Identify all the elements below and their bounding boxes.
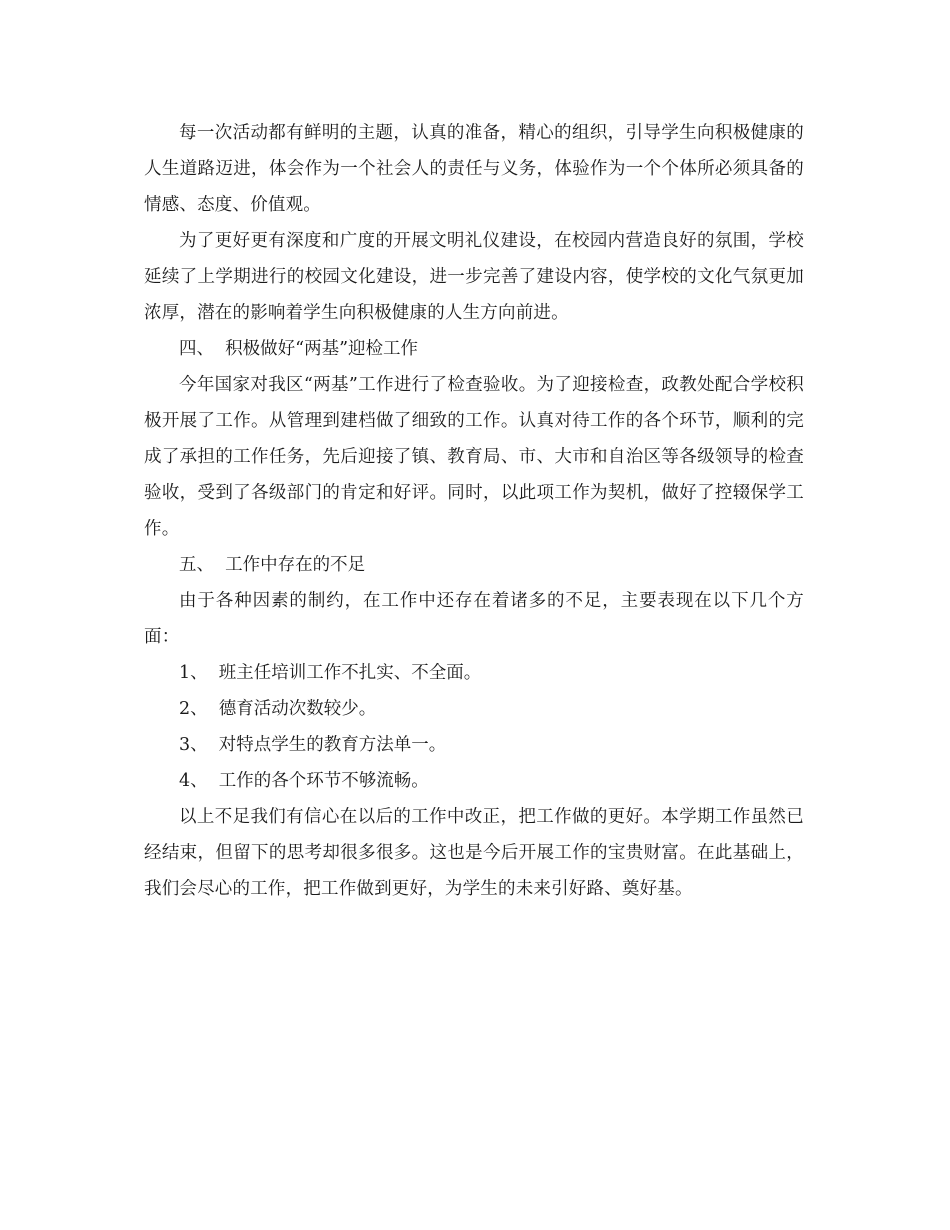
list-item: 4、 工作的各个环节不够流畅。 [179,771,429,791]
paragraph-conclusion: 以上不足我们有信心在以后的工作中改正，把工作做的更好。本学期工作虽然已经结束，但留下的思考却很多很多。这也是今后开展工作的宝贵财富。在此基础上，我们会尽心的工作，把工作做到更好，为学生的未来引好路、奠好基。 [144,807,804,899]
section-heading-four: 四、 积极做好“两基”迎检工作 [179,339,419,359]
list-item: 2、 德育活动次数较少。 [179,699,377,719]
paragraph-activities: 每一次活动都有鲜明的主题，认真的准备，精心的组织，引导学生向积极健康的人生道路迈进，体会作为一个社会人的责任与义务，体验作为一个个体所必须具备的情感、态度、价值观。 [144,123,804,215]
section-heading-five: 五、 工作中存在的不足 [179,555,366,575]
document-body [144,115,804,907]
paragraph-etiquette: 为了更好更有深度和广度的开展文明礼仪建设，在校园内营造良好的氛围，学校延续了上学期进行的校园文化建设，进一步完善了建设内容，使学校的文化气氛更加浓厚，潜在的影响着学生向积极健康的人生方向前进。 [144,231,804,323]
list-item: 3、 对特点学生的教育方法单一。 [179,735,447,755]
paragraph-inspection: 今年国家对我区“两基”工作进行了检查验收。为了迎接检查，政教处配合学校积极开展了工作。从管理到建档做了细致的工作。认真对待工作的各个环节，顺利的完成了承担的工作任务，先后迎接了镇、教育局、市、大市和自治区等各级领导的检查验收，受到了各级部门的肯定和好评。同时，以此项工作为契机，做好了控辍保学工作。 [144,375,804,539]
list-item: 1、 班主任培训工作不扎实、不全面。 [179,663,482,683]
paragraph-shortcomings: 由于各种因素的制约，在工作中还存在着诸多的不足，主要表现在以下几个方面： [144,591,804,647]
